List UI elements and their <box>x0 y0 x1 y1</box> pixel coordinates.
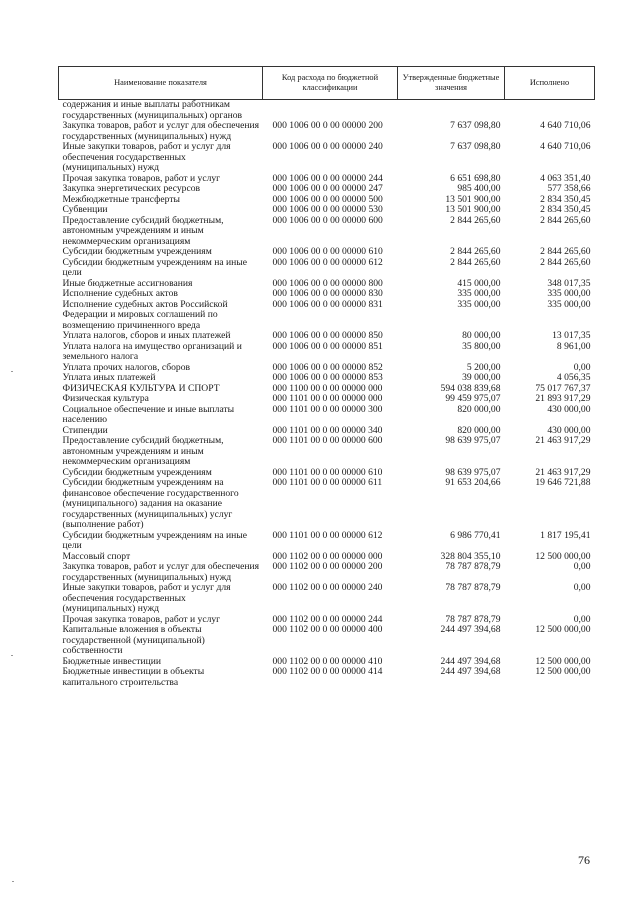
table-row <box>59 562 595 583</box>
row-approved-value: 2 844 265,60 <box>450 215 501 226</box>
row-code: 000 1100 00 0 00 00000 000 <box>272 383 383 394</box>
row-name: Социальное обеспечение и иные выплаты населению <box>62 404 235 425</box>
row-code: 000 1101 00 0 00 00000 610 <box>272 467 383 478</box>
row-name: Исполнение судебных актов <box>62 289 178 299</box>
row-executed-value: 12 500 000,00 <box>535 625 591 635</box>
row-code: 000 1006 00 0 00 00000 851 <box>272 341 383 352</box>
table-row <box>59 552 595 563</box>
row-code: 000 1102 00 0 00 00000 410 <box>272 656 383 667</box>
row-name: Предоставление субсидий бюджетным, автономным учреждениям и иным некоммерческим организациям <box>62 436 224 467</box>
row-name: Субсидии бюджетным учреждениям <box>62 247 212 257</box>
row-approved-value: 244 497 394,68 <box>440 667 501 677</box>
row-name: Физическая культура <box>62 394 149 404</box>
row-executed-value: 2 834 350,45 <box>540 194 591 205</box>
row-approved-value: 985 400,00 <box>457 184 501 194</box>
row-name: Субвенции <box>62 205 108 215</box>
table-header-row <box>59 67 595 100</box>
row-name: Уплата иных платежей <box>62 373 156 383</box>
row-name: Иные бюджетные ассигнования <box>62 278 193 289</box>
table-row <box>59 121 595 142</box>
row-executed-value: 348 017,35 <box>547 278 591 289</box>
row-approved-value: 78 787 878,79 <box>445 562 501 572</box>
row-executed-value: 0,00 <box>573 562 591 572</box>
row-name: Межбюджетные трансферты <box>62 194 180 205</box>
row-code: 000 1101 00 0 00 00000 611 <box>272 478 383 488</box>
header-executed: Исполнено <box>505 67 595 100</box>
scan-mark <box>11 371 13 372</box>
row-code: 000 1006 00 0 00 00000 852 <box>272 362 383 373</box>
row-approved-value: 13 501 900,00 <box>445 194 501 205</box>
row-name: Субсидии бюджетным учреждениям на финансовое обеспечение государственного (муниципального) задания на оказание государственных (муниципальных) услуг (выполнение работ) <box>62 478 239 530</box>
row-name: Закупка товаров, работ и услуг для обеспечения государственных (муниципальных) нужд <box>62 562 260 583</box>
table-row <box>59 384 595 395</box>
table-body <box>59 100 595 689</box>
table-row <box>59 657 595 668</box>
row-code <box>263 100 398 122</box>
row-executed-value: 4 056,35 <box>556 373 591 383</box>
row-name: Уплата прочих налогов, сборов <box>62 362 191 373</box>
row-approved-value: 98 639 975,07 <box>445 436 501 446</box>
row-approved-value: 7 637 098,80 <box>450 121 501 131</box>
table-row <box>59 468 595 479</box>
row-executed-value: 21 893 917,29 <box>535 394 591 404</box>
budget-execution-table <box>58 66 595 688</box>
row-name: Предоставление субсидий бюджетным, автономным учреждениям и иным некоммерческим организациям <box>62 215 224 247</box>
row-code: 000 1006 00 0 00 00000 247 <box>272 184 383 194</box>
row-code: 000 1006 00 0 00 00000 600 <box>272 215 383 226</box>
row-executed-value: 21 463 917,29 <box>535 467 591 478</box>
row-code: 000 1006 00 0 00 00000 240 <box>272 142 383 152</box>
row-code: 000 1006 00 0 00 00000 853 <box>272 373 383 383</box>
header-approved-values: Утвержденные бюджетные значения <box>398 67 505 100</box>
table-row <box>59 625 595 657</box>
row-executed-value: 0,00 <box>573 362 591 373</box>
row-code: 000 1101 00 0 00 00000 612 <box>272 530 383 541</box>
row-executed-value: 430 000,00 <box>547 425 591 436</box>
row-code: 000 1006 00 0 00 00000 200 <box>272 121 383 131</box>
row-approved-value: 80 000,00 <box>462 331 501 341</box>
row-code: 000 1006 00 0 00 00000 244 <box>272 173 383 184</box>
header-indicator-name: Наименование показателя <box>59 67 263 100</box>
scan-mark <box>12 881 14 882</box>
row-approved-value: 7 637 098,80 <box>450 142 501 152</box>
row-executed-value: 12 500 000,00 <box>535 667 591 677</box>
table-row <box>59 405 595 426</box>
row-code: 000 1101 00 0 00 00000 600 <box>272 436 383 446</box>
row-executed-value: 2 844 265,60 <box>540 257 591 268</box>
row-name: Субсидии бюджетным учреждениям <box>62 467 212 478</box>
table-row <box>59 247 595 258</box>
row-name: Закупка товаров, работ и услуг для обеспечения государственных (муниципальных) нужд <box>62 121 260 142</box>
row-approved-value: 98 639 975,07 <box>445 467 501 478</box>
row-name: Уплата налога на имущество организаций и земельного налога <box>62 341 242 362</box>
row-executed-value: 0,00 <box>573 583 591 593</box>
row-approved-value: 78 787 878,79 <box>445 583 501 593</box>
row-approved-value: 39 000,00 <box>462 373 501 383</box>
row-approved-value: 91 653 204,66 <box>445 478 501 488</box>
header-expense-code: Код расхода по бюджетной классификации <box>263 67 398 100</box>
row-name: Субсидии бюджетным учреждениям на иные цели <box>62 257 247 278</box>
row-name: Прочая закупка товаров, работ и услуг <box>62 614 221 625</box>
row-approved-value: 328 804 355,10 <box>440 551 501 562</box>
page-number: 76 <box>578 853 590 867</box>
row-name: Бюджетные инвестиции в объекты капитального строительства <box>62 667 205 688</box>
row-approved-value: 415 000,00 <box>457 278 501 289</box>
row-executed-value: 19 646 721,88 <box>535 478 591 488</box>
row-name: Прочая закупка товаров, работ и услуг <box>62 173 221 184</box>
table-row <box>59 258 595 279</box>
row-code: 000 1006 00 0 00 00000 500 <box>272 194 383 205</box>
table-row <box>59 531 595 552</box>
row-name: содержания и иные выплаты работникам государственных (муниципальных) органов <box>62 99 243 121</box>
row-approved-value: 6 986 770,41 <box>450 530 501 541</box>
row-code: 000 1006 00 0 00 00000 830 <box>272 289 383 299</box>
row-executed-value: 0,00 <box>573 614 591 625</box>
table-row <box>59 373 595 384</box>
table-row <box>59 478 595 531</box>
table-row <box>59 184 595 195</box>
row-executed-value: 4 640 710,06 <box>540 121 591 131</box>
row-code: 000 1102 00 0 00 00000 000 <box>272 551 383 562</box>
row-code: 000 1101 00 0 00 00000 300 <box>272 404 383 415</box>
row-executed-value: 2 844 265,60 <box>540 247 591 257</box>
row-name: Исполнение судебных актов Российской Федерации и мировых соглашений по возмещению причиненного вреда <box>62 299 228 331</box>
row-approved-value: 35 800,00 <box>462 341 501 352</box>
row-name: Закупка энергетических ресурсов <box>62 184 201 194</box>
row-approved-value: 594 038 839,68 <box>440 383 501 394</box>
row-executed-value: 577 358,66 <box>547 184 591 194</box>
table-row <box>59 667 595 688</box>
table-row <box>59 279 595 290</box>
row-code: 000 1102 00 0 00 00000 400 <box>272 625 383 635</box>
row-approved-value: 13 501 900,00 <box>445 205 501 215</box>
row-executed-value: 12 500 000,00 <box>535 656 591 667</box>
row-executed-value <box>505 100 595 122</box>
table-row <box>59 195 595 206</box>
table-row <box>59 331 595 342</box>
table-row <box>59 615 595 626</box>
row-approved-value: 335 000,00 <box>457 299 501 310</box>
row-executed-value: 21 463 917,29 <box>535 436 591 446</box>
row-name: Уплата налогов, сборов и иных платежей <box>62 331 231 341</box>
row-approved-value: 5 200,00 <box>466 362 501 373</box>
row-approved-value: 78 787 878,79 <box>445 614 501 625</box>
row-executed-value: 1 817 195,41 <box>540 530 591 541</box>
row-code: 000 1006 00 0 00 00000 800 <box>272 278 383 289</box>
row-approved-value: 99 459 975,07 <box>445 394 501 404</box>
row-code: 000 1102 00 0 00 00000 200 <box>272 562 383 572</box>
row-code: 000 1102 00 0 00 00000 240 <box>272 583 383 593</box>
table-row <box>59 394 595 405</box>
table-row <box>59 426 595 437</box>
table-row <box>59 174 595 185</box>
table-row <box>59 342 595 363</box>
table-row <box>59 216 595 248</box>
table-row <box>59 100 595 122</box>
row-approved-value: 6 651 698,80 <box>450 173 501 184</box>
row-code: 000 1006 00 0 00 00000 831 <box>272 299 383 310</box>
row-name: Бюджетные инвестиции <box>62 656 161 667</box>
table-row <box>59 205 595 216</box>
row-name: Стипендии <box>62 425 108 436</box>
row-code: 000 1102 00 0 00 00000 414 <box>272 667 383 677</box>
row-approved-value: 244 497 394,68 <box>440 656 501 667</box>
row-executed-value: 4 063 351,40 <box>540 173 591 184</box>
row-approved-value: 2 844 265,60 <box>450 257 501 268</box>
row-executed-value: 75 017 767,37 <box>535 383 591 394</box>
row-executed-value: 8 961,00 <box>556 341 591 352</box>
row-executed-value: 430 000,00 <box>547 404 591 415</box>
row-name: Капитальные вложения в объекты государственной (муниципальной) собственности <box>62 625 205 656</box>
row-executed-value: 335 000,00 <box>547 299 591 310</box>
row-approved-value: 244 497 394,68 <box>440 625 501 635</box>
row-executed-value: 2 834 350,45 <box>540 205 591 215</box>
row-code: 000 1101 00 0 00 00000 340 <box>272 425 383 436</box>
table-row <box>59 142 595 174</box>
scan-mark <box>11 655 13 656</box>
row-name: Иные закупки товаров, работ и услуг для обеспечения государственных (муниципальных) нужд <box>62 583 231 614</box>
row-code: 000 1101 00 0 00 00000 000 <box>272 394 383 404</box>
row-code: 000 1006 00 0 00 00000 850 <box>272 331 383 341</box>
row-executed-value: 12 500 000,00 <box>535 551 591 562</box>
row-approved-value: 820 000,00 <box>457 425 501 436</box>
table-row <box>59 363 595 374</box>
row-approved-value: 2 844 265,60 <box>450 247 501 257</box>
row-name: Субсидии бюджетным учреждениям на иные цели <box>62 530 247 551</box>
row-code: 000 1102 00 0 00 00000 244 <box>272 614 383 625</box>
row-approved-value: 335 000,00 <box>457 289 501 299</box>
row-name: ФИЗИЧЕСКАЯ КУЛЬТУРА И СПОРТ <box>62 383 220 394</box>
row-executed-value: 13 017,35 <box>552 331 591 341</box>
row-executed-value: 2 844 265,60 <box>540 215 591 226</box>
table-row <box>59 583 595 615</box>
table-row <box>59 300 595 332</box>
row-approved-value <box>398 100 505 122</box>
table-row <box>59 436 595 468</box>
row-name: Массовый спорт <box>62 551 131 562</box>
row-name: Иные закупки товаров, работ и услуг для обеспечения государственных (муниципальных) нужд <box>62 142 231 173</box>
row-code: 000 1006 00 0 00 00000 530 <box>272 205 383 215</box>
row-code: 000 1006 00 0 00 00000 610 <box>272 247 383 257</box>
table-row <box>59 289 595 300</box>
row-executed-value: 4 640 710,06 <box>540 142 591 152</box>
row-executed-value: 335 000,00 <box>547 289 591 299</box>
row-approved-value: 820 000,00 <box>457 404 501 415</box>
row-code: 000 1006 00 0 00 00000 612 <box>272 257 383 268</box>
